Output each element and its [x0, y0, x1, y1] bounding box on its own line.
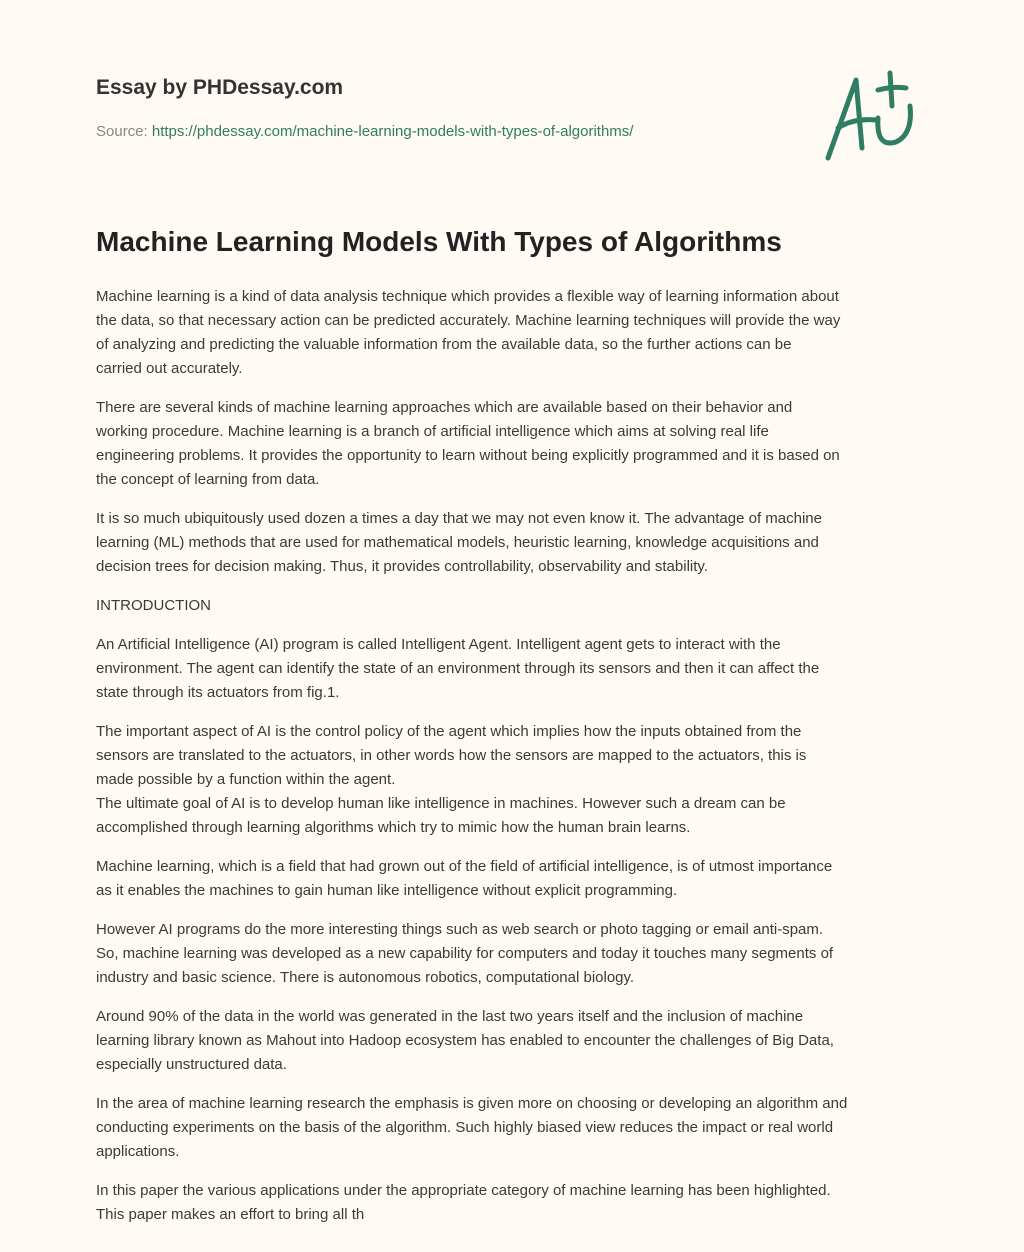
- paragraph-line: especially unstructured data.: [96, 1056, 287, 1073]
- paragraph-line: of analyzing and predicting the valuable information from the available data, so the further actions can be: [96, 336, 792, 353]
- paragraph-line: In this paper the various applications under the appropriate category of machine learning has been highlighted.: [96, 1182, 831, 1199]
- paragraph-line: Machine learning is a kind of data analysis technique which provides a flexible way of learning information about: [96, 288, 839, 305]
- paragraph-line: An Artificial Intelligence (AI) program is called Intelligent Agent. Intelligent agent gets to interact with the: [96, 636, 781, 653]
- paragraph-line: engineering problems. It provides the opportunity to learn without being explicitly programmed and it is based on: [96, 447, 840, 464]
- paragraph-line: conducting experiments on the basis of the algorithm. Such highly biased view reduces the impact or real world: [96, 1119, 834, 1136]
- paragraph-line: The important aspect of AI is the control policy of the agent which implies how the inputs obtained from the: [96, 723, 802, 740]
- essay-paragraph: [96, 1005, 936, 1077]
- essay-paragraph: [96, 720, 936, 840]
- paragraph-line: state through its actuators from fig.1.: [96, 684, 340, 701]
- paragraph-line: environment. The agent can identify the state of an environment through its sensors and then it can affect the: [96, 660, 820, 677]
- paragraph-line: This paper makes an effort to bring all th: [96, 1206, 365, 1223]
- paragraph-line: learning (ML) methods that are used for mathematical models, heuristic learning, knowledge acquisitions and: [96, 534, 819, 551]
- paragraph-line: learning library known as Mahout into Hadoop ecosystem has enabled to encounter the challenges of Big Data,: [96, 1032, 834, 1049]
- paragraph-line: carried out accurately.: [96, 360, 243, 377]
- paragraph-line: Around 90% of the data in the world was generated in the last two years itself and the inclusion of machine: [96, 1008, 804, 1025]
- essay-body: [96, 285, 936, 1242]
- essay-paragraph: [96, 396, 936, 492]
- paragraph-line: applications.: [96, 1143, 180, 1160]
- paragraph-line: decision trees for decision making. Thus, it provides controllability, observability and stability.: [96, 558, 708, 575]
- essay-paragraph: [96, 633, 936, 705]
- source-line: [96, 123, 633, 140]
- paragraph-line: working procedure. Machine learning is a branch of artificial intelligence which aims at solving real life: [96, 423, 769, 440]
- paragraph-line: made possible by a function within the agent.: [96, 771, 396, 788]
- paragraph-line: Machine learning, which is a field that had grown out of the field of artificial intelligence, is of utmost importance: [96, 858, 833, 875]
- a-plus-logo-icon: [818, 68, 928, 168]
- essay-paragraph: [96, 1092, 936, 1164]
- paragraph-line: So, machine learning was developed as a new capability for computers and today it touches many segments of: [96, 945, 834, 962]
- essay-paragraph: [96, 918, 936, 990]
- paragraph-line: However AI programs do the more interesting things such as web search or photo tagging or email anti-spam.: [96, 921, 824, 938]
- essay-paragraph: [96, 285, 936, 381]
- essay-paragraph: [96, 507, 936, 579]
- essay-paragraph: [96, 855, 936, 903]
- paragraph-line: the concept of learning from data.: [96, 471, 320, 488]
- paragraph-line: There are several kinds of machine learning approaches which are available based on their behavior and: [96, 399, 793, 416]
- essay-paragraph: [96, 594, 936, 618]
- site-brand: Essay by PHDessay.com: [96, 76, 344, 99]
- paragraph-line: In the area of machine learning research the emphasis is given more on choosing or developing an algorithm and: [96, 1095, 848, 1112]
- source-label: Source:: [96, 123, 148, 140]
- paragraph-line: the data, so that necessary action can be predicted accurately. Machine learning techniques will provide the way: [96, 312, 841, 329]
- essay-title: Machine Learning Models With Types of Algorithms: [96, 226, 782, 257]
- essay-paragraph: [96, 1179, 936, 1227]
- paragraph-line: industry and basic science. There is autonomous robotics, computational biology.: [96, 969, 635, 986]
- paragraph-line: sensors are translated to the actuators, in other words how the sensors are mapped to the actuators, this is: [96, 747, 807, 764]
- source-link[interactable]: https://phdessay.com/machine-learning-models-with-types-of-algorithms/: [151, 123, 634, 140]
- paragraph-line: accomplished through learning algorithms which try to mimic how the human brain learns.: [96, 819, 691, 836]
- paragraph-line: It is so much ubiquitously used dozen a times a day that we may not even know it. The advantage of machine: [96, 510, 822, 527]
- paragraph-line: INTRODUCTION: [96, 597, 211, 614]
- paragraph-line: The ultimate goal of AI is to develop human like intelligence in machines. However such a dream can be: [96, 795, 786, 812]
- paragraph-line: as it enables the machines to gain human like intelligence without explicit programming.: [96, 882, 678, 899]
